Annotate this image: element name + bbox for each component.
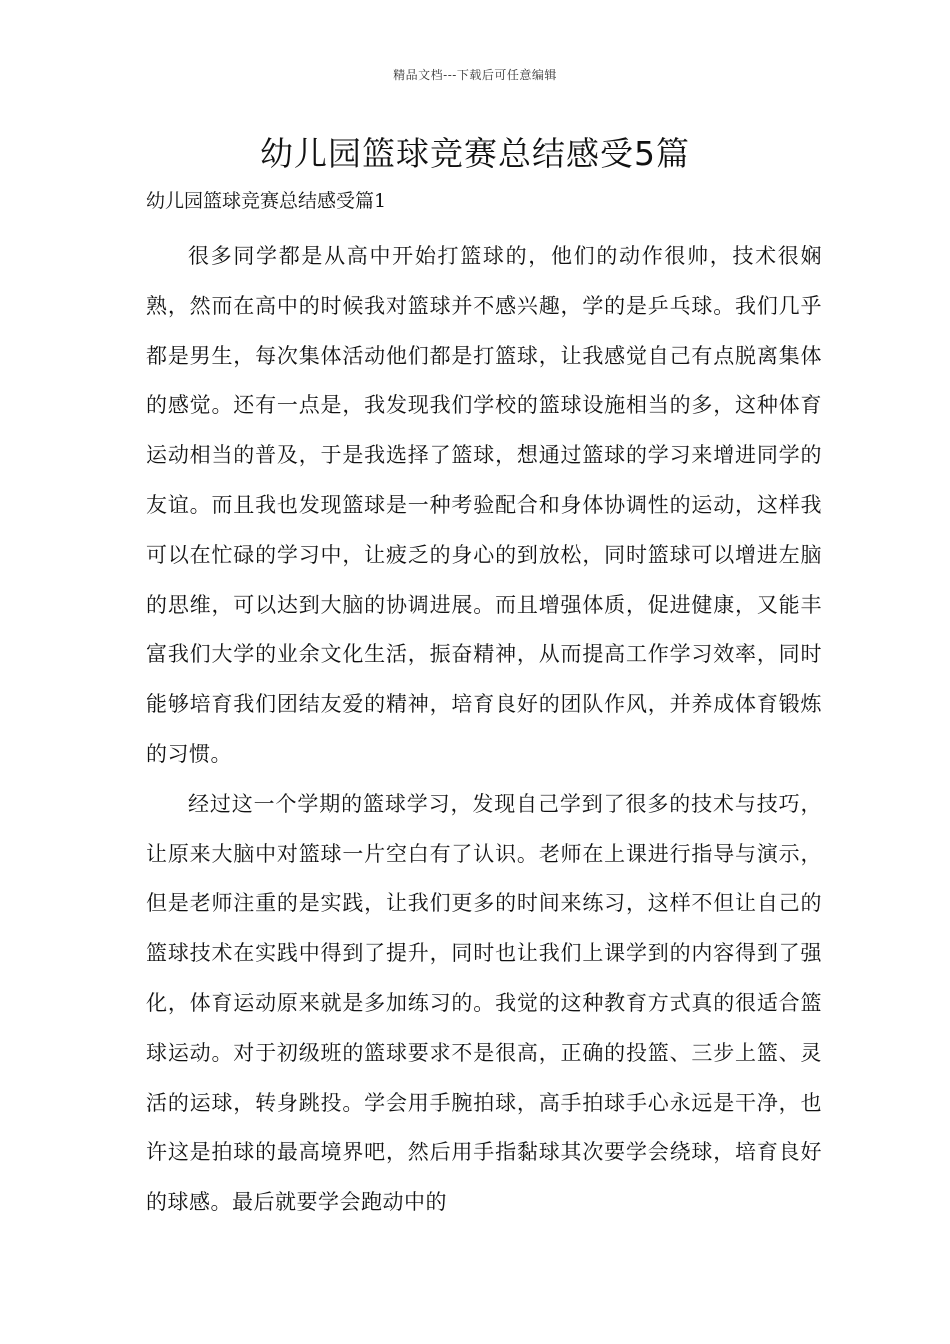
- body-text: [146, 232, 822, 1228]
- header-note: 精品文档---下载后可任意编辑: [393, 68, 557, 82]
- paragraph: 经过这一个学期的篮球学习，发现自己学到了很多的技术与技巧，让原来大脑中对篮球一片空白有了认识。老师在上课进行指导与演示，但是老师注重的是实践，让我们更多的时间来练习，这样不但让自己的篮球技术在实践中得到了提升，同时也让我们上课学到的内容得到了强化，体育运动原来就是多加练习的。我觉的这种教育方式真的很适合篮球运动。对于初级班的篮球要求不是很高，正确的投篮、三步上篮、灵活的运球，转身跳投。学会用手腕拍球，高手拍球手心永远是干净，也许这是拍球的最高境界吧，然后用手指黏球其次要学会绕球，培育良好的球感。最后就要学会跑动中的: [146, 791, 822, 1215]
- section-heading: 幼儿园篮球竞赛总结感受篇1: [146, 190, 387, 212]
- paragraph: 很多同学都是从高中开始打篮球的，他们的动作很帅，技术很娴熟，然而在高中的时候我对篮球并不感兴趣，学的是乒乓球。我们几乎都是男生，每次集体活动他们都是打篮球，让我感觉自己有点脱离集体的感觉。还有一点是，我发现我们学校的篮球设施相当的多，这种体育运动相当的普及，于是我选择了篮球，想通过篮球的学习来增进同学的友谊。而且我也发现篮球是一种考验配合和身体协调性的运动，这样我可以在忙碌的学习中，让疲乏的身心的到放松，同时篮球可以增进左脑的思维，可以达到大脑的协调进展。而且增强体质，促进健康，又能丰富我们大学的业余文化生活，振奋精神，从而提高工作学习效率，同时能够培育我们团结友爱的精神，培育良好的团队作风，并养成体育锻炼的习惯。: [146, 244, 822, 766]
- document-title: 幼儿园篮球竞赛总结感受5篇: [260, 134, 690, 173]
